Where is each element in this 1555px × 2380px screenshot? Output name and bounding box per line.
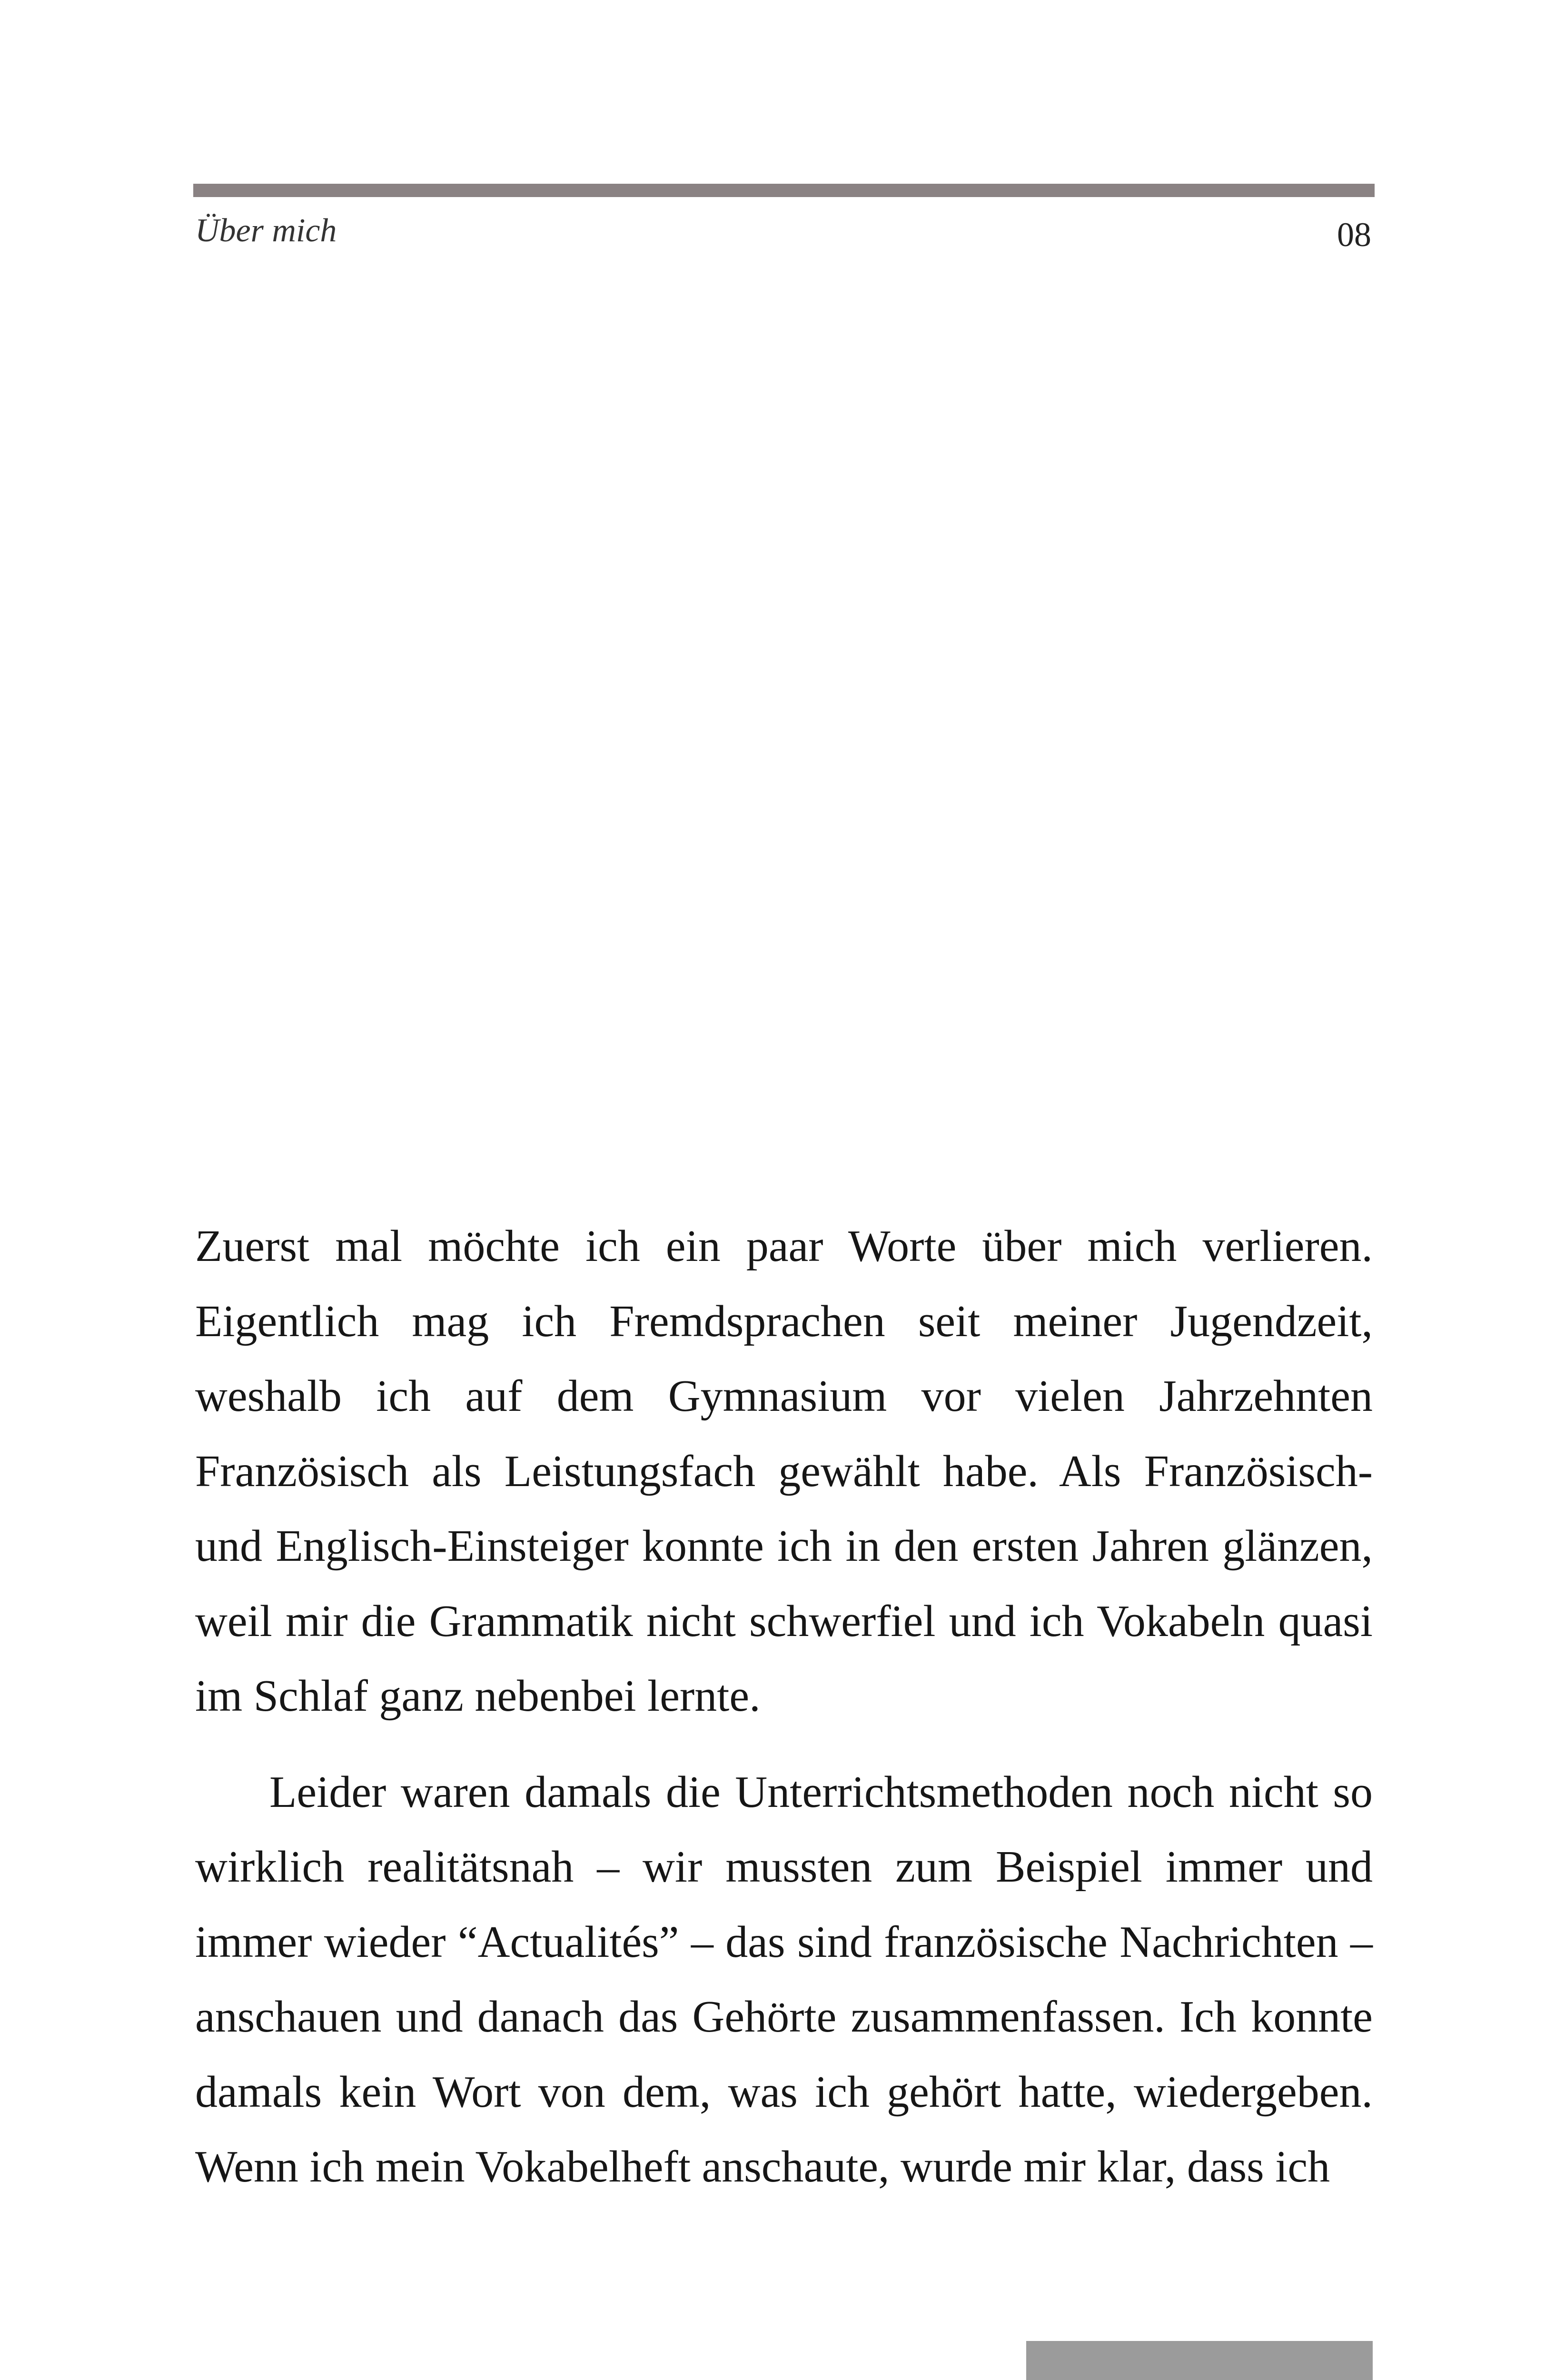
- running-title: Über mich: [195, 212, 337, 249]
- footer-block: [1026, 2341, 1373, 2380]
- header-rule: [193, 184, 1375, 197]
- page-number: 08: [1337, 216, 1371, 254]
- body-text: [195, 1209, 1373, 2205]
- paragraph: Zuerst mal möchte ich ein paar Worte über mich verlieren. Eigentlich mag ich Fremdsprachen seit meiner Jugendzeit, weshalb ich auf dem Gymnasium vor vielen Jahrzehnten Französisch als Leistungsfach gewählt habe. Als Französisch- und Englisch-Einsteiger konnte ich in den ersten Jahren glänzen, weil mir die Grammatik nicht schwerfiel und ich Vokabeln quasi im Schlaf ganz nebenbei lernte.: [195, 1221, 1373, 1721]
- paragraph: Leider waren damals die Unterrichtsmethoden noch nicht so wirklich realitätsnah – wir mussten zum Beispiel immer und immer wieder “Actualités” – das sind französische Nachrichten – anschauen und danach das Gehörte zusammenfassen. Ich konnte damals kein Wort von dem, was ich gehört hatte, wiedergeben. Wenn ich mein Vokabelheft anschaute, wurde mir klar, dass ich: [195, 1767, 1373, 2192]
